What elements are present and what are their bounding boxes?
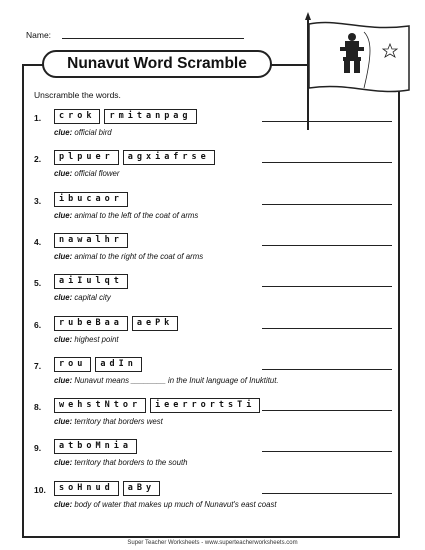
clue-label: clue: — [54, 417, 75, 427]
scramble-item — [34, 398, 394, 432]
scramble-item — [34, 439, 394, 473]
scrambled-word: atboMnia — [54, 439, 137, 454]
scrambled-word: ieerrortsTi — [150, 398, 260, 413]
scramble-item — [34, 233, 394, 267]
item-number: 8. — [34, 402, 42, 413]
answer-line[interactable] — [262, 369, 392, 370]
clue-text: clue: official flower — [54, 169, 120, 179]
item-number: 1. — [34, 113, 42, 123]
clue-text: clue: capital city — [54, 293, 111, 303]
clue-label: clue: — [54, 251, 75, 261]
scramble-item — [34, 481, 394, 515]
footer: Super Teacher Worksheets - www.superteacherworksheets.com — [127, 540, 298, 546]
scrambled-word: adIn — [95, 357, 141, 372]
scramble-item — [34, 109, 394, 143]
item-number: 6. — [34, 319, 42, 330]
item-number: 5. — [34, 278, 42, 289]
answer-line[interactable] — [262, 245, 392, 246]
scrambled-words — [54, 357, 142, 372]
scrambled-word: aePk — [132, 316, 178, 331]
clue-label: clue: — [54, 458, 75, 468]
name-line — [62, 38, 244, 39]
scrambled-words — [54, 150, 215, 165]
item-number: 10. — [34, 484, 46, 495]
scrambled-word: rmitanpag — [104, 109, 196, 124]
answer-line[interactable] — [262, 451, 392, 452]
scrambled-words — [54, 274, 128, 289]
clue-label: clue: — [54, 210, 75, 220]
scramble-item — [34, 316, 394, 350]
scrambled-word: aBy — [123, 481, 160, 496]
answer-line[interactable] — [262, 286, 392, 287]
clue-text: clue: official bird — [54, 128, 112, 137]
clue-text: clue: animal to the right of the coat of arms — [54, 251, 204, 261]
clue-text: clue: animal to the left of the coat of arms — [54, 210, 199, 220]
scrambled-words — [54, 192, 128, 207]
scrambled-word: nawalhr — [54, 233, 128, 248]
scrambled-word: rubeBaa — [54, 316, 128, 331]
scrambled-word: ibucaor — [54, 192, 128, 207]
clue-label: clue: — [54, 375, 75, 385]
scrambled-words — [54, 109, 197, 124]
scrambled-word: wehstNtor — [54, 398, 146, 413]
clue-label: clue: — [54, 499, 75, 509]
clue-text: clue: territory that borders west — [54, 417, 163, 427]
scrambled-word: rou — [54, 357, 91, 372]
scrambled-words — [54, 481, 160, 496]
scramble-item — [34, 150, 394, 184]
clue-text: clue: highest point — [54, 334, 119, 344]
clue-label: clue: — [54, 169, 75, 179]
scrambled-word: soHnud — [54, 481, 119, 496]
item-number: 7. — [34, 360, 42, 371]
scrambled-words — [54, 398, 260, 413]
answer-line[interactable] — [262, 162, 392, 163]
item-number: 9. — [34, 443, 42, 454]
instructions: Unscramble the words. — [34, 90, 121, 100]
clue-label: clue: — [54, 334, 75, 344]
scramble-item — [34, 357, 394, 391]
clue-label: clue: — [54, 128, 75, 137]
clue-label: clue: — [54, 293, 75, 303]
answer-line[interactable] — [262, 121, 392, 122]
answer-line[interactable] — [262, 328, 392, 329]
item-number: 3. — [34, 195, 42, 206]
scramble-item — [34, 192, 394, 226]
clue-text: clue: Nunavut means ________ in the Inuit language of Inuktitut. — [54, 375, 279, 385]
item-number: 2. — [34, 154, 42, 165]
scrambled-word: crok — [54, 109, 100, 124]
scrambled-word: aiIulqt — [54, 274, 128, 289]
scrambled-words — [54, 316, 178, 331]
scrambled-word: plpuer — [54, 150, 119, 165]
scrambled-word: agxiafrse — [123, 150, 215, 165]
name-label: Name: — [26, 30, 52, 40]
scrambled-words — [54, 439, 137, 454]
answer-line[interactable] — [262, 204, 392, 205]
clue-text: clue: body of water that makes up much of Nunavut's east coast — [54, 499, 277, 509]
item-number: 4. — [34, 236, 42, 247]
scramble-item — [34, 274, 394, 308]
worksheet-title: Nunavut Word Scramble — [42, 50, 272, 78]
answer-line[interactable] — [262, 493, 392, 494]
scrambled-words — [54, 233, 128, 248]
answer-line[interactable] — [262, 410, 392, 411]
clue-text: clue: territory that borders to the south — [54, 458, 188, 468]
